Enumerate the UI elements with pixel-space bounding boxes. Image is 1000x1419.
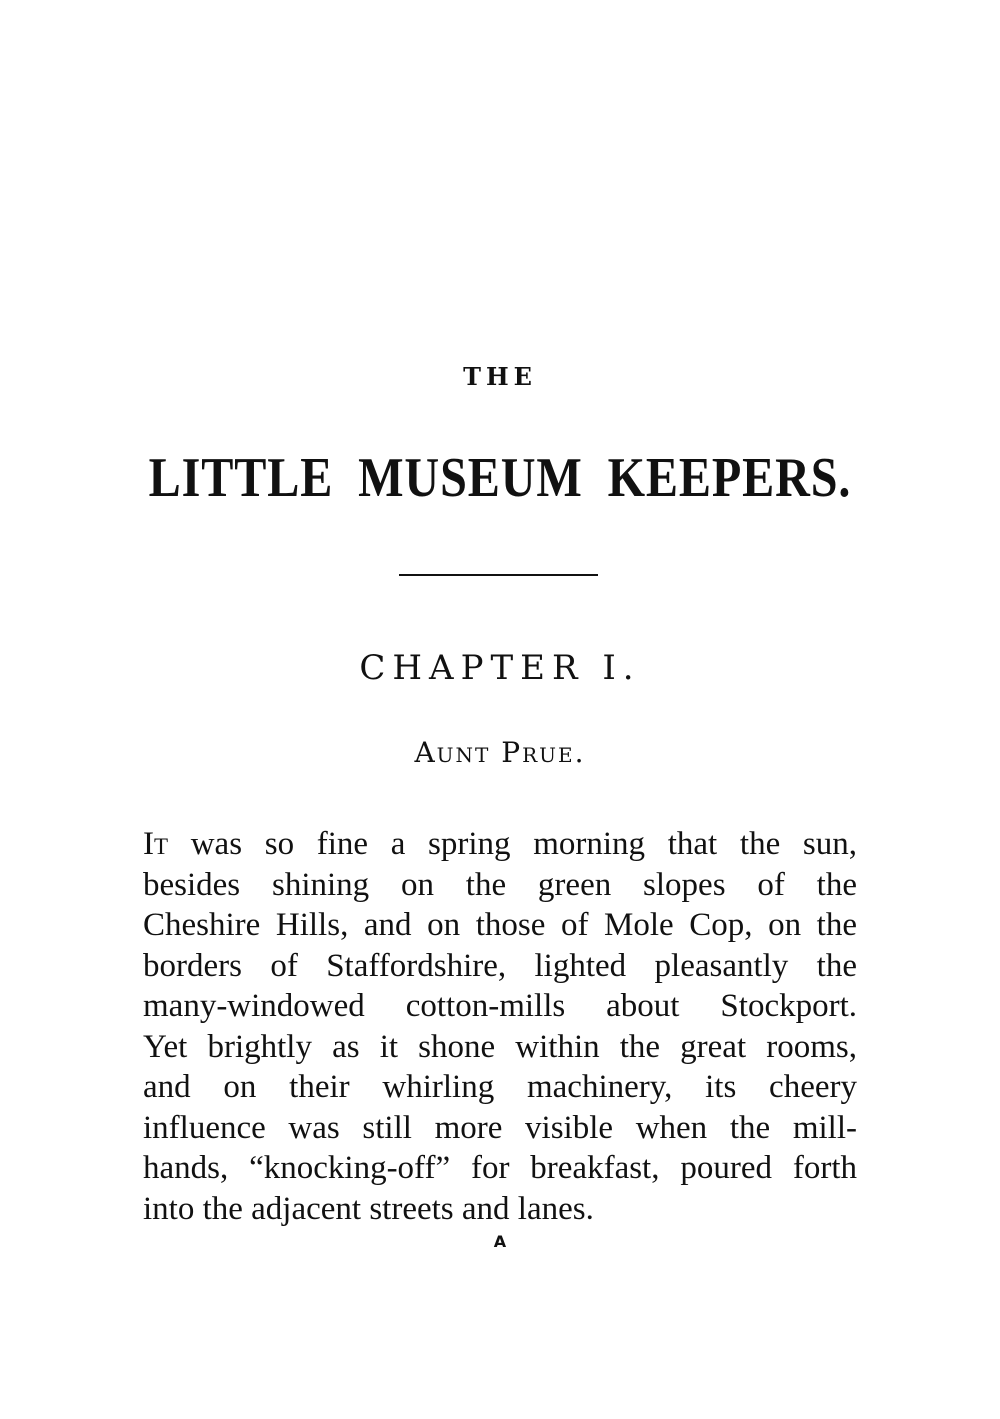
signature-mark: A [493,1232,507,1251]
drop-cap-word: It [143,826,169,862]
body-line: hands, “knocking-off” for breakfast, poured forth [143,1150,857,1186]
chapter-subtitle: Aunt Prue. [414,736,586,769]
body-line: Yet brightly as it shone within the great rooms, [143,1028,857,1065]
chapter-heading: CHAPTER I. [359,648,641,688]
body-line: borders of Staffordshire, lighted pleasantly the [143,947,857,984]
body-line: Cheshire Hills, and on those of Mole Cop, on the [143,907,857,943]
heading-the: THE [463,362,537,391]
body-line: influence was still more visible when the mill- [143,1109,857,1146]
book-title: LITTLE MUSEUM KEEPERS. [148,447,852,509]
body-line: many-windowed cotton-mills about Stockport. [143,988,857,1024]
body-paragraph [143,824,857,1229]
body-line: It was so fine a spring morning that the sun, [143,826,857,862]
title-divider-rule [399,574,598,576]
body-line: and on their whirling machinery, its cheery [143,1069,857,1105]
body-line: into the adjacent streets and lanes. [143,1190,594,1227]
body-line: besides shining on the green slopes of the [143,866,857,903]
